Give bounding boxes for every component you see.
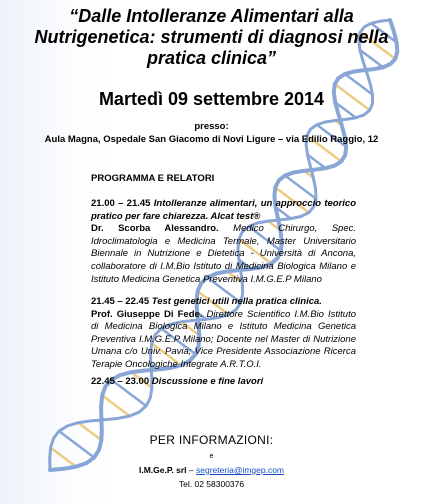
title-line: pratica clinica” xyxy=(146,48,277,68)
presso-label: presso: xyxy=(194,121,229,132)
program-item xyxy=(91,376,356,389)
program-time: 21.45 – 22.45 xyxy=(91,296,150,307)
program-topic: Discussione e fine lavori xyxy=(151,376,264,387)
event-date: Martedì 09 settembre 2014 xyxy=(98,89,325,109)
program-speaker-bio: Direttore Scientifico I.M.Bio Istituto di Medicina Biologica Milano e Istituto Medicina Genetica Preventiva I.M.G.E.P Milano; Docente nel Master di Nutrizione Umana c/o Univ. Pavia; Vice Presidente Associazione Ricerca Terapie Oncologiche Integrate A.R.T.O.I. xyxy=(91,308,357,370)
program-speaker: Dr. Scorba Alessandro xyxy=(91,223,217,235)
program-topic: Test genetici utili nella pratica clinica. xyxy=(151,296,322,307)
program-item: 21.45 – 22.45 Test genetici utili nella pratica clinica. Prof. Giuseppe Di Fede. Direttore Scientifico I.M.Bio Istituto di Medicina Biologica Milano e Istituto Medicina Genetica Preventiva I.M.G.E.P Milano; Docente nel Master di Nutrizione Umana c/o Univ. Pavia; Vice Presidente Associazione Ricerca Terapie Oncologiche Integrate A.R.T.O.I. xyxy=(91,296,357,370)
event-title xyxy=(10,6,413,69)
separator: – xyxy=(188,465,194,475)
program-time: 21.00 – 21.45 xyxy=(91,198,151,209)
program-speaker: Prof. Giuseppe Di Fede xyxy=(91,308,200,320)
title-line: Nutrigenetica: strumenti di diagnosi nella xyxy=(34,27,389,47)
program-speaker-bio: Medico Chirurgo, Spec. Idroclimatologia e Medicina Termale, Master Universitario Biennale in Nutrizione e Dietetica - Università di Ancona, collaboratore di I.M.Bio Istituto di Medicina Biologica Milano e Istituto Medicina Genetica Preventiva I.M.G.E.P Milano xyxy=(91,223,356,285)
program-heading: PROGRAMMA E RELATORI xyxy=(91,173,215,184)
email-link[interactable]: segreteria@imgep.com xyxy=(196,465,285,475)
program-topic: Intolleranze alimentari, un approccio teorico pratico per fare chiarezza. Alcat test® xyxy=(91,198,356,222)
info-heading: PER INFORMAZIONI: xyxy=(149,433,274,447)
venue: Aula Magna, Ospedale San Giacomo di Novi Ligure – via Edilio Raggio, 12 xyxy=(44,134,379,145)
program-item: 21.00 – 21.45 Intolleranze alimentari, un approccio teorico pratico per fare chiarezza. Alcat test® Dr. Scorba Alessandro. Medico Chirurgo, Spec. Idroclimatologia e Medicina Termale, Master Universitario Biennale in Nutrizione e Dietetica - Università di Ancona, collaboratore di I.M.Bio Istituto di Medicina Biologica Milano e Istituto Medicina Genetica Preventiva I.M.G.E.P Milano xyxy=(91,198,356,285)
phone-number: Tel. 02 58300376 xyxy=(178,479,245,489)
organization-name: I.M.Ge.P. srl xyxy=(138,465,187,475)
program-time: 22.45 – 23.00 xyxy=(91,376,150,387)
info-conjunction: e xyxy=(209,453,214,460)
title-line: “Dalle Intolleranze Alimentari alla xyxy=(69,6,354,26)
info-organization-line xyxy=(0,465,423,476)
